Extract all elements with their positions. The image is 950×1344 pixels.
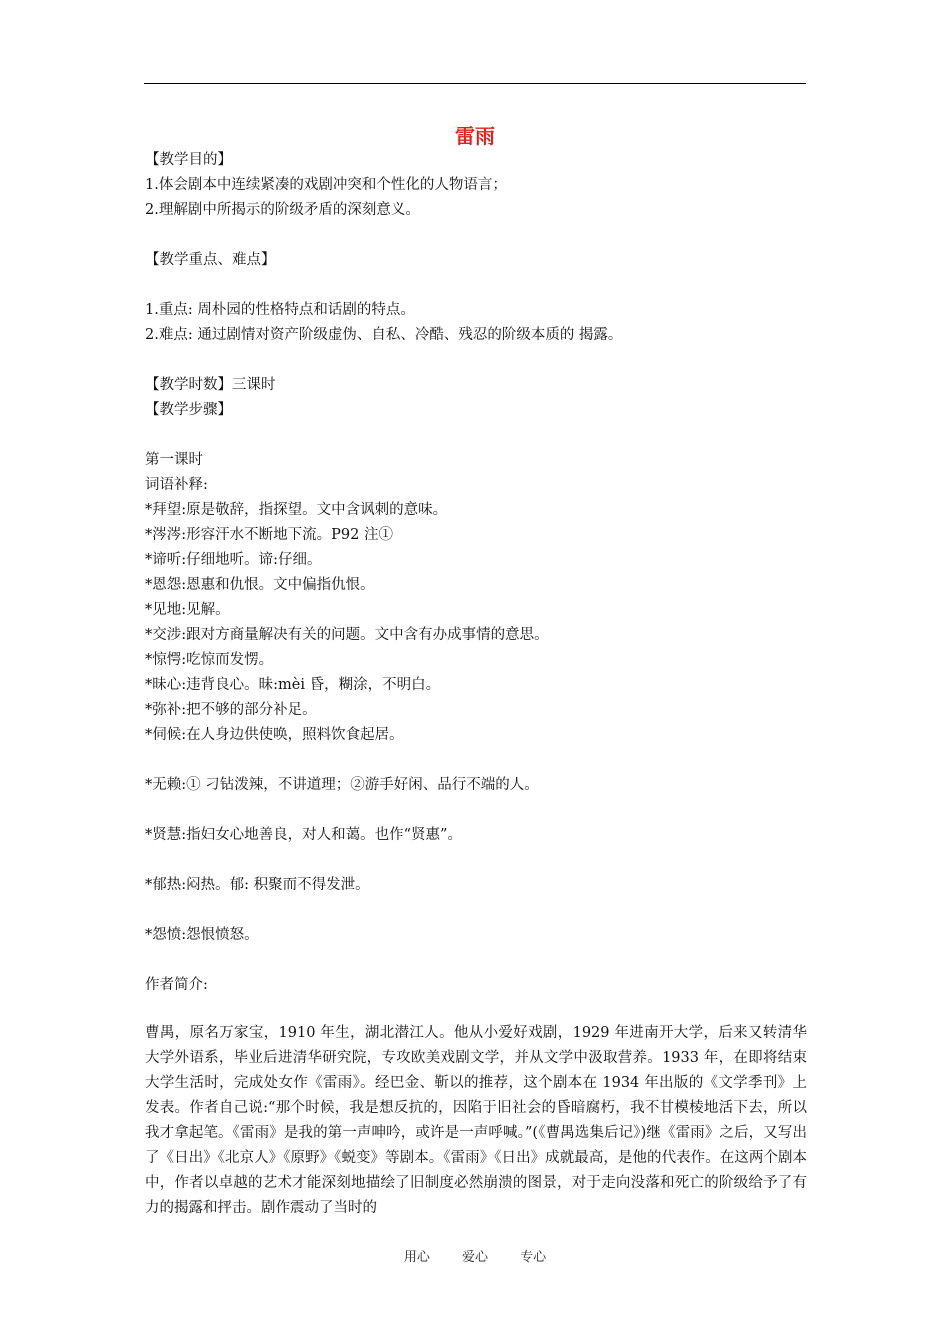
blank-line [145, 748, 807, 773]
objective-item: 2.理解剧中所揭示的阶级矛盾的深刻意义。 [145, 202, 420, 218]
blank-line [145, 798, 807, 823]
vocabulary-item: *昧心:违背良心。昧:mèi 昏，糊涂，不明白。 [145, 677, 441, 693]
key-point-item: 1.重点: 周朴园的性格特点和话剧的特点。 [145, 302, 415, 318]
blank-line [145, 273, 807, 298]
vocabulary-item: *谛听:仔细地听。谛:仔细。 [145, 552, 322, 568]
blank-line [145, 423, 807, 448]
vocabulary-item: *怨愤:怨恨愤怒。 [145, 927, 259, 943]
document-body [145, 148, 807, 998]
author-heading: 作者简介: [145, 977, 208, 993]
vocabulary-item: *拜望:原是敬辞，指探望。文中含讽刺的意味。 [145, 502, 448, 518]
author-paragraph: 曹禺，原名万家宝，1910 年生，湖北潜江人。他从小爱好戏剧，1929 年进南开大学，后来又转清华大学外语系，毕业后进清华研究院，专攻欧美戏剧文学，并从文学中汲取营养。1933 年，在即将结束大学生活时，完成处女作《雷雨》。经巴金、靳以的推荐，这个剧本在 1934 年出版的《文学季刊》上发表。作者自己说:“那个时候，我是想反抗的，因陷于旧社会的昏暗腐朽，我不甘模棱地活下去，所以我才拿起笔。《雷雨》是我的第一声呻吟，或许是一声呼喊。”(《曹禺选集后记》)继《雷雨》之后，又写出了《日出》《北京人》《原野》《蜕变》等剧本。《雷雨》《日出》成就最高，是他的代表作。在这两个剧本中，作者以卓越的艺术才能深刻地描绘了旧制度必然崩溃的图景，对于走向没落和死亡的阶级给予了有力的揭露和抨击。剧作震动了当时的 [145, 1025, 807, 1216]
section-heading-key-points: 【教学重点、难点】 [145, 252, 276, 268]
section-heading-steps: 【教学步骤】 [145, 402, 232, 418]
header-rule [144, 83, 806, 84]
vocabulary-item: *贤慧:指妇女心地善良，对人和蔼。也作“贤惠”。 [145, 827, 462, 843]
blank-line [145, 948, 807, 973]
blank-line [145, 848, 807, 873]
vocabulary-item: *弥补:把不够的部分补足。 [145, 702, 317, 718]
section-heading-objectives: 【教学目的】 [145, 152, 232, 168]
blank-line [145, 348, 807, 373]
vocabulary-item: *无赖:① 刁钻泼辣，不讲道理；②游手好闲、品行不端的人。 [145, 777, 539, 793]
vocabulary-heading: 词语补释: [145, 477, 208, 493]
blank-line [145, 223, 807, 248]
page-footer [0, 1248, 950, 1268]
vocabulary-item: *涔涔:形容汗水不断地下流。P92 注① [145, 527, 393, 543]
footer-word: 爱心 [461, 1250, 488, 1265]
lesson-heading: 第一课时 [145, 452, 203, 468]
blank-line [145, 898, 807, 923]
vocabulary-item: *郁热:闷热。郁: 积聚而不得发泄。 [145, 877, 370, 893]
objective-item: 1.体会剧本中连续紧凑的戏剧冲突和个性化的人物语言； [145, 177, 507, 193]
vocabulary-item: *伺候:在人身边供使唤，照料饮食起居。 [145, 727, 404, 743]
document-title: 雷雨 [455, 124, 495, 148]
vocabulary-item: *恩怨:恩惠和仇恨。文中偏指仇恨。 [145, 577, 375, 593]
vocabulary-item: *交涉:跟对方商量解决有关的问题。文中含有办成事情的意思。 [145, 627, 549, 643]
footer-word: 用心 [403, 1250, 430, 1265]
vocabulary-item: *惊愕:吃惊而发愣。 [145, 652, 274, 668]
section-heading-hours: 【教学时数】三课时 [145, 377, 276, 393]
footer-word: 专心 [520, 1250, 547, 1265]
vocabulary-item: *见地:见解。 [145, 602, 230, 618]
key-point-item: 2.难点: 通过剧情对资产阶级虚伪、自私、冷酷、残忍的阶级本质的 揭露。 [145, 327, 623, 343]
